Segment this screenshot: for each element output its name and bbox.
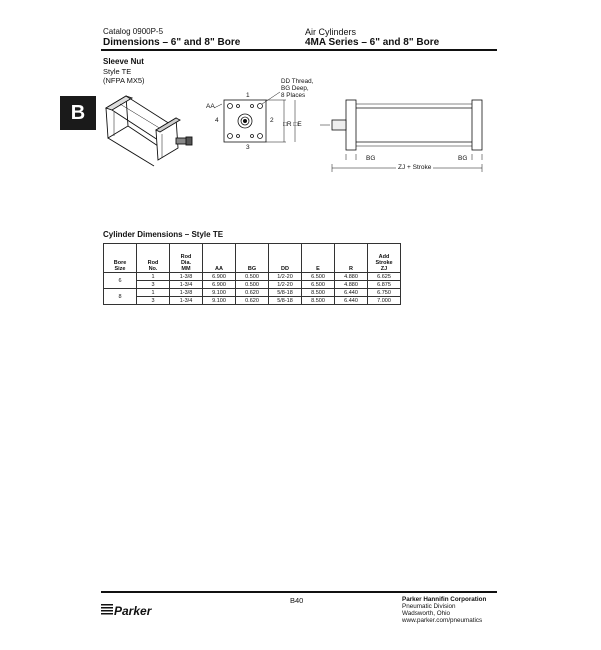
header-rule bbox=[101, 49, 497, 51]
dd-note-line3: 8 Places bbox=[281, 92, 306, 99]
col-zj: Add Stroke ZJ bbox=[368, 244, 401, 273]
cell-bg: 0.620 bbox=[236, 297, 269, 305]
table-row bbox=[104, 289, 401, 297]
city-name: Wadsworth, Ohio bbox=[402, 610, 451, 617]
cell-r: 4.880 bbox=[335, 281, 368, 289]
division-name: Pneumatic Division bbox=[402, 603, 456, 610]
section-tab: B bbox=[60, 96, 96, 130]
aa-label: AA bbox=[206, 103, 215, 110]
cell-zj: 6.750 bbox=[368, 289, 401, 297]
col-aa: AA bbox=[203, 244, 236, 273]
company-block bbox=[402, 596, 486, 624]
parker-logo bbox=[101, 601, 157, 618]
col-rod-no: Rod No. bbox=[137, 244, 170, 273]
cell-dd: 5/8-18 bbox=[269, 297, 302, 305]
col-bore-size: Bore Size bbox=[104, 244, 137, 273]
header-right-small: Air Cylinders bbox=[305, 27, 357, 37]
dd-note-line1: DD Thread, bbox=[281, 78, 314, 85]
cell-rod-no: 3 bbox=[137, 281, 170, 289]
page-title-right: 4MA Series – 6" and 8" Bore bbox=[305, 37, 440, 48]
style-nfpa: (NFPA MX5) bbox=[103, 76, 145, 85]
port-3-label: 3 bbox=[246, 144, 250, 151]
style-name: Style TE bbox=[103, 67, 132, 76]
cell-bore: 8 bbox=[104, 289, 137, 305]
side-view-drawing bbox=[320, 90, 496, 174]
cell-zj: 6.625 bbox=[368, 273, 401, 281]
col-rod-dia: Rod Dia. MM bbox=[170, 244, 203, 273]
cell-rod-no: 3 bbox=[137, 297, 170, 305]
cell-e: 6.500 bbox=[302, 281, 335, 289]
page-number: B40 bbox=[290, 596, 304, 605]
cell-rod-dia: 1-3/4 bbox=[170, 281, 203, 289]
cell-rod-dia: 1-3/8 bbox=[170, 273, 203, 281]
zj-stroke-label: ZJ + Stroke bbox=[398, 164, 432, 171]
cell-dd: 5/8-18 bbox=[269, 289, 302, 297]
table-row bbox=[104, 297, 401, 305]
cell-aa: 9.100 bbox=[203, 289, 236, 297]
style-title: Sleeve Nut bbox=[103, 57, 144, 66]
cell-bg: 0.620 bbox=[236, 289, 269, 297]
cell-rod-no: 1 bbox=[137, 273, 170, 281]
company-url: www.parker.com/pneumatics bbox=[402, 617, 483, 624]
logo-text: Parker bbox=[114, 604, 152, 618]
r-e-label: □R □E bbox=[283, 121, 302, 128]
catalog-number: Catalog 0900P-5 bbox=[103, 27, 164, 36]
cell-dd: 1/2-20 bbox=[269, 281, 302, 289]
cell-zj: 6.875 bbox=[368, 281, 401, 289]
bg-label-left: BG bbox=[366, 155, 376, 162]
dd-thread-note bbox=[281, 78, 313, 99]
page-title-left: Dimensions – 6" and 8" Bore bbox=[103, 37, 241, 48]
cell-e: 6.500 bbox=[302, 273, 335, 281]
table-row bbox=[104, 273, 401, 281]
cell-aa: 9.100 bbox=[203, 297, 236, 305]
cell-rod-dia: 1-3/4 bbox=[170, 297, 203, 305]
cell-bore: 6 bbox=[104, 273, 137, 289]
company-name: Parker Hannifin Corporation bbox=[402, 596, 487, 603]
cell-zj: 7.000 bbox=[368, 297, 401, 305]
table-title: Cylinder Dimensions – Style TE bbox=[103, 230, 224, 239]
cell-rod-dia: 1-3/8 bbox=[170, 289, 203, 297]
dimensions-table bbox=[103, 243, 401, 305]
cell-aa: 6.900 bbox=[203, 273, 236, 281]
cell-r: 6.440 bbox=[335, 297, 368, 305]
cell-bg: 0.500 bbox=[236, 281, 269, 289]
col-r: R bbox=[335, 244, 368, 273]
cell-r: 6.440 bbox=[335, 289, 368, 297]
cylinder-isometric-drawing bbox=[98, 90, 198, 170]
cell-e: 8.500 bbox=[302, 289, 335, 297]
table-header-row bbox=[104, 244, 401, 273]
cell-dd: 1/2-20 bbox=[269, 273, 302, 281]
col-bg: BG bbox=[236, 244, 269, 273]
port-2-label: 2 bbox=[270, 117, 274, 124]
port-4-label: 4 bbox=[215, 117, 219, 124]
bg-label-right: BG bbox=[458, 155, 468, 162]
footer-rule bbox=[101, 591, 497, 593]
col-e: E bbox=[302, 244, 335, 273]
cell-r: 4.880 bbox=[335, 273, 368, 281]
cell-bg: 0.500 bbox=[236, 273, 269, 281]
cell-e: 8.500 bbox=[302, 297, 335, 305]
col-dd: DD bbox=[269, 244, 302, 273]
table-row bbox=[104, 281, 401, 289]
dd-note-line2: BG Deep, bbox=[281, 85, 309, 92]
cell-aa: 6.900 bbox=[203, 281, 236, 289]
cell-rod-no: 1 bbox=[137, 289, 170, 297]
port-1-label: 1 bbox=[246, 92, 250, 99]
